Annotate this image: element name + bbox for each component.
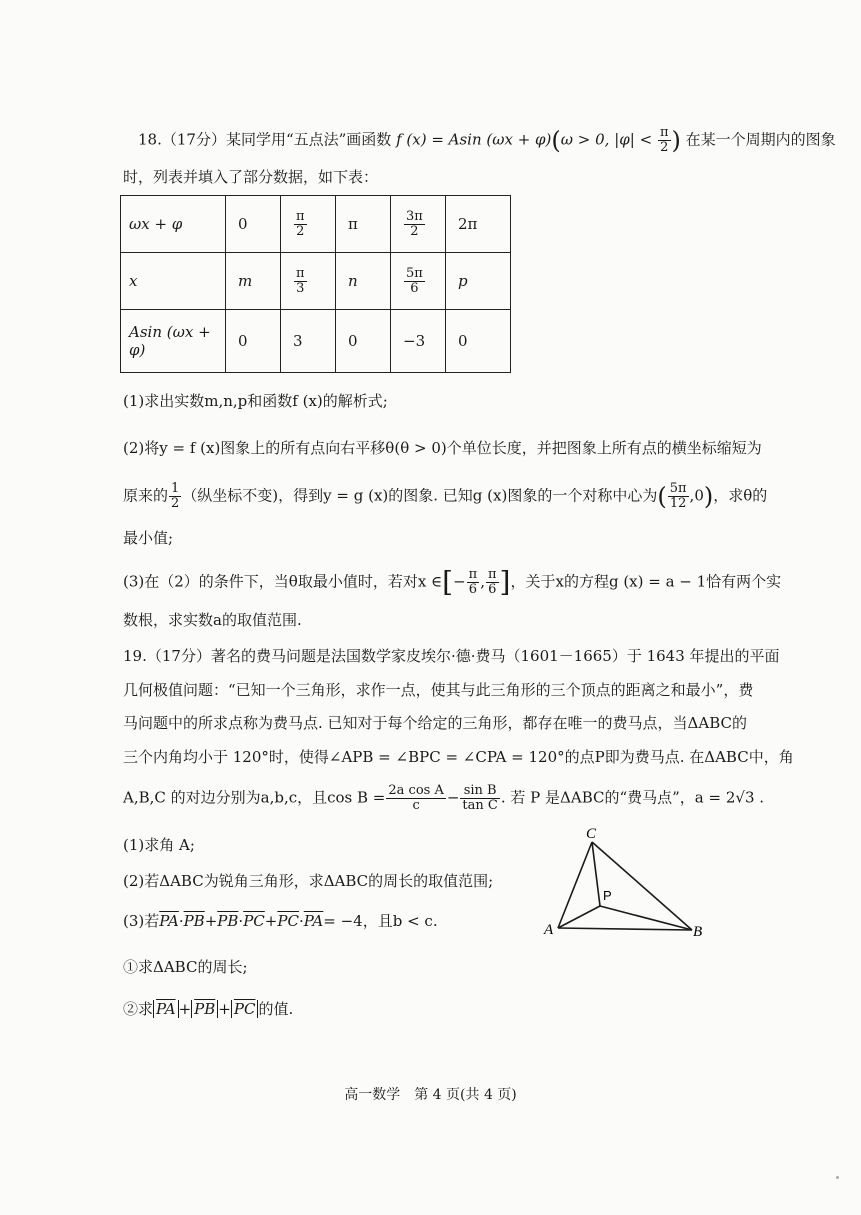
q18-part2-line2: 原来的 $\frac{1}{2}$ （纵坐标不变)，得到y = g (x)的图象. 已知g (x)图象的一个对称中心为( $\frac{5\pi}{12}$ ,0)，求θ的 [123, 481, 768, 511]
q18-part3-line2: 数根，求实数a的取值范围. [123, 611, 302, 629]
label-p: P [603, 888, 612, 903]
q18-line1: 18.（17分）某同学用“五点法”画函数 f (x) = Asin (ωx + φ)(ω > 0, |φ| < $\frac{\pi}{2}$ ) 在某一个周期内的图象 [138, 125, 836, 155]
table-cell: 0 [226, 196, 281, 253]
table-cell: 3 [281, 310, 336, 373]
table-header-x: x [121, 253, 226, 310]
segment-pc [592, 842, 600, 906]
q19-line5: A,B,C 的对边分别为a,b,c，且cos B = $\frac{\text{2a cos A}}{c}$ − $\frac{\text{sin B}}{\text{tan C}}$ . 若 P 是ΔABC的“费马点”，a = 2√3 . [123, 783, 765, 813]
table-cell: p [446, 253, 511, 310]
table-header-phase: ωx + φ [121, 196, 226, 253]
table-cell: 2π [446, 196, 511, 253]
page-footer: 高一数学 第 4 页(共 4 页) [344, 1087, 517, 1103]
q19-line3: 马问题中的所求点称为费马点. 已知对于每个给定的三角形，都存在唯一的费马点，当ΔABC的 [123, 714, 747, 732]
table-cell: 0 [446, 310, 511, 373]
label-b: B [693, 924, 703, 940]
table-cell: 0 [336, 310, 391, 373]
label-c: C [586, 826, 597, 842]
q18-func: f (x) = Asin (ωx + φ) [396, 130, 552, 149]
segment-pa [558, 906, 600, 928]
table-cell: −3 [391, 310, 446, 373]
scan-speck [836, 1176, 839, 1179]
q18-part2-line3: 最小值; [123, 529, 174, 547]
table-cell: n [336, 253, 391, 310]
table-cell: π [336, 196, 391, 253]
label-a: A [544, 922, 554, 938]
q19-part3: (3)若$\overline{PA}\cdot\overline{PB}+\overline{PB}\cdot\overline{PC}+\overline{PC}\cdot\overline{PA}= -4$，且b < c. [123, 912, 438, 930]
table-cell: $\frac{5\pi}{6}$ [391, 253, 446, 310]
table-cell: 0 [226, 310, 281, 373]
q18-intro: 18.（17分）某同学用“五点法”画函数 [138, 130, 392, 149]
q18-part1: (1)求出实数m,n,p和函数f (x)的解析式; [123, 392, 388, 410]
q18-cond: ω > 0, |φ| < [560, 130, 653, 149]
table-cell: $\frac{3\pi}{2}$ [391, 196, 446, 253]
triangle-side-ab [558, 928, 692, 930]
q18-intro-end: 在某一个周期内的图象 [685, 130, 836, 149]
q19-part2: (2)若ΔABC为锐角三角形，求ΔABC的周长的取值范围; [123, 872, 494, 890]
paren-left: ( [551, 126, 561, 155]
frac-pi-2: $\frac{\pi}{2}$ [659, 125, 669, 155]
fermat-triangle-figure [540, 820, 720, 945]
q19-line4: 三个内角均小于 120°时，使得∠APB = ∠BPC = ∠CPA = 120°的点P即为费马点. 在ΔABC中，角 [123, 748, 794, 766]
table-header-value: Asin (ωx + φ) [121, 310, 226, 373]
q18-part2-line1: (2)将y = f (x)图象上的所有点向右平移θ(θ > 0)个单位长度，并把图象上所有点的横坐标缩短为 [123, 439, 762, 457]
q19-part1: (1)求角 A; [123, 836, 195, 854]
q19-line1: 19.（17分）著名的费马问题是法国数学家皮埃尔·德·费马（1601－1665）于 1643 年提出的平面 [123, 647, 780, 665]
q19-sub2: ②求 $\overline{PA} + \overline{PB} + \overline{PC}$ 的值. [123, 1000, 294, 1018]
q18-line2: 时，列表并填入了部分数据，如下表： [123, 168, 379, 186]
table-cell: $\frac{\pi}{3}$ [281, 253, 336, 310]
q19-line2: 几何极值问题：“已知一个三角形，求作一点，使其与此三角形的三个顶点的距离之和最小”，费 [123, 681, 754, 699]
triangle-side-ac [558, 842, 592, 928]
q19-sub1: ①求ΔABC的周长; [123, 958, 248, 976]
table-cell: $\frac{\pi}{2}$ [281, 196, 336, 253]
table-cell: m [226, 253, 281, 310]
five-point-table [120, 195, 511, 373]
q18-part3-line1: (3)在（2）的条件下，当θ取最小值时，若对x ∈[− $\frac{\pi}{6}$ , $\frac{\pi}{6}$ ]，关于x的方程g (x) = a − 1恰有两个实 [123, 565, 782, 599]
